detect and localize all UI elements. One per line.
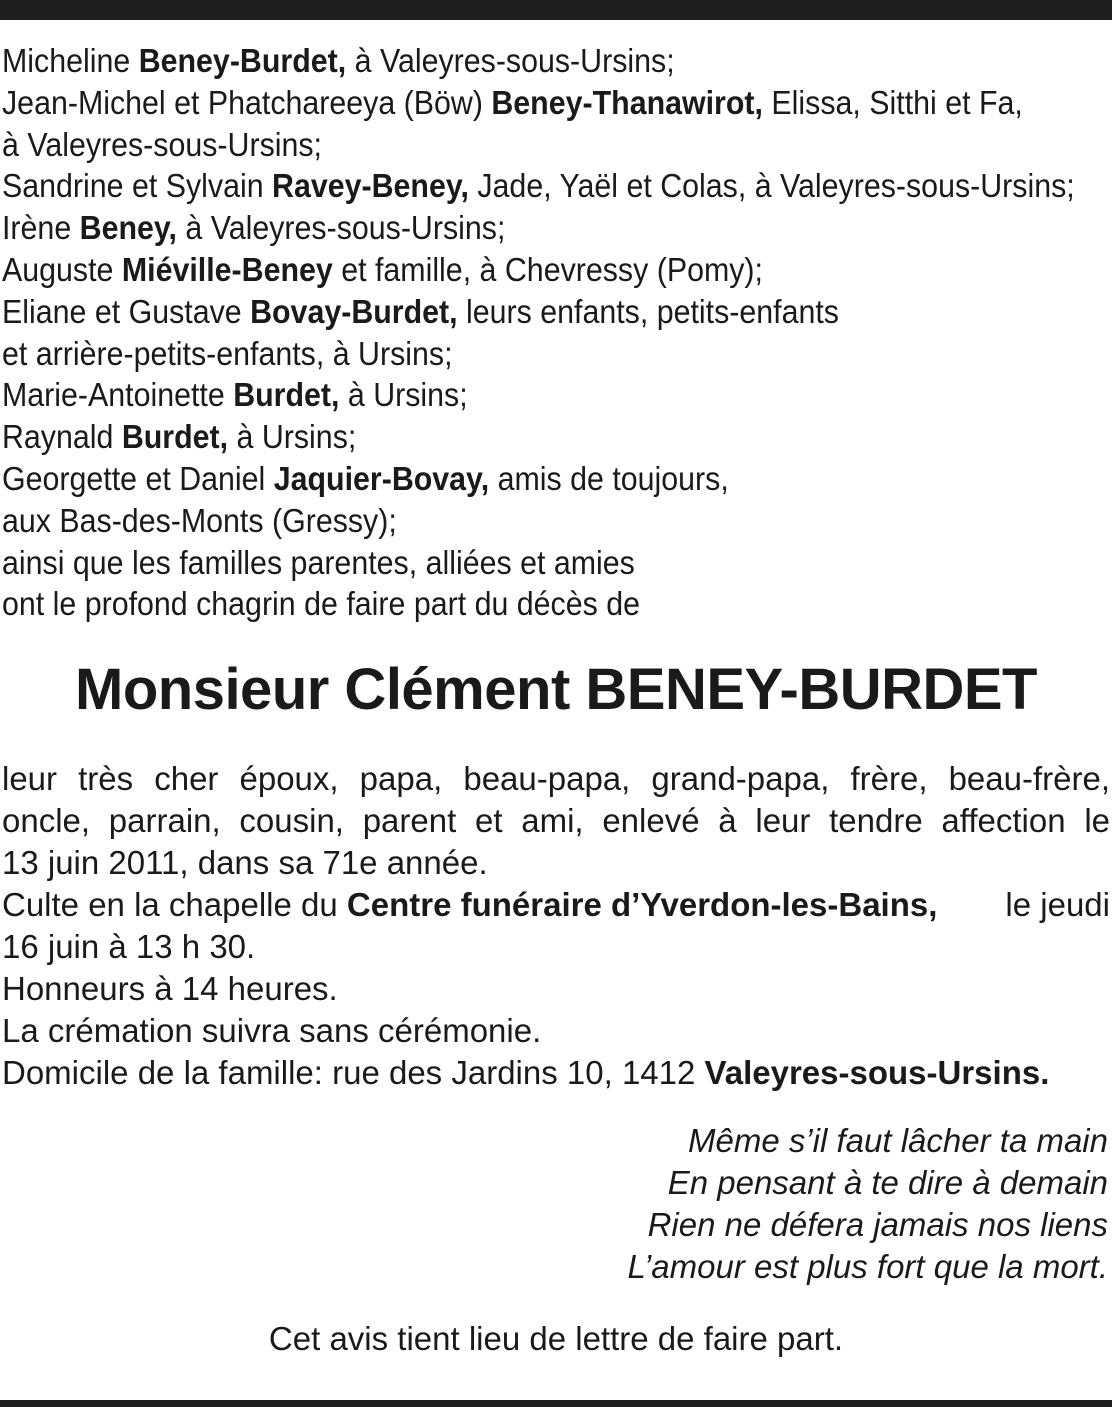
bottom-rule [0, 1400, 1112, 1407]
family-name: Burdet, [121, 418, 229, 456]
text: Eliane et Gustave [2, 292, 251, 330]
text: à Valeyres-sous-Ursins; [176, 209, 506, 247]
family-name: Jaquier-Bovay, [273, 459, 490, 497]
text: Domicile de la famille: rue des Jardins 10, 1412 [2, 1054, 705, 1091]
deceased-name-title: Monsieur Clément BENEY-BURDET [75, 657, 1037, 722]
family-name: Miéville-Beney [121, 250, 333, 288]
poem-line: Même s’il faut lâcher ta main [688, 1122, 1108, 1159]
family-name: Burdet, [233, 376, 340, 414]
family-line [2, 40, 1106, 82]
top-rule [0, 0, 1112, 20]
family-line [2, 291, 1106, 333]
family-line: et arrière-petits-enfants, à Ursins; [2, 334, 453, 372]
text: le jeudi [996, 886, 1110, 923]
family-line [2, 416, 1106, 458]
family-line [2, 82, 1106, 124]
body-line: La crémation suivra sans cérémonie. [2, 1012, 542, 1049]
poem [408, 1120, 1108, 1288]
closing-note: Cet avis tient lieu de lettre de faire part. [268, 1320, 844, 1357]
family-name: Beney, [79, 209, 177, 247]
text: amis de toujours, [489, 459, 729, 497]
text: Jean-Michel et Phatchareeya (Böw) [2, 83, 492, 121]
service-line [2, 884, 1110, 926]
address-line [2, 1052, 1110, 1094]
text: à Ursins; [339, 376, 468, 414]
family-line: à Valeyres-sous-Ursins; [2, 125, 323, 163]
text: Irène [2, 209, 80, 247]
family-line: ainsi que les familles parentes, alliées et amies [2, 543, 635, 581]
family-line: aux Bas-des-Monts (Gressy); [2, 501, 397, 539]
text: Marie-Antoinette [2, 376, 234, 414]
text: Georgette et Daniel [2, 459, 274, 497]
family-list [2, 40, 1106, 625]
text: leurs enfants, petits-enfants [457, 292, 839, 330]
body-line: 13 juin 2011, dans sa 71e année. [2, 844, 488, 881]
text: Auguste [2, 250, 122, 288]
venue-name: Centre funéraire d’Yverdon-les-Bains, [346, 886, 938, 923]
family-name: Bovay-Burdet, [250, 292, 458, 330]
family-line [2, 165, 1106, 207]
family-line [2, 458, 1106, 500]
text: et famille, à Chevressy (Pomy); [332, 250, 763, 288]
body-line: 16 juin à 13 h 30. [2, 928, 256, 965]
poem-line: Rien ne défera jamais nos liens [647, 1206, 1108, 1243]
body-line: Honneurs à 14 heures. [2, 970, 338, 1007]
text: Raynald [2, 418, 122, 456]
family-line [2, 207, 1106, 249]
family-name: Ravey-Beney, [272, 167, 469, 205]
body-line: oncle, parrain, cousin, parent et ami, enlevé à leur tendre affection le [2, 802, 1110, 839]
poem-line: L’amour est plus fort que la mort. [627, 1248, 1108, 1285]
body-line: leur très cher époux, papa, beau-papa, grand-papa, frère, beau-frère, [2, 760, 1110, 797]
family-name: Beney-Burdet, [138, 42, 347, 79]
family-name: Beney-Thanawirot, [491, 83, 763, 121]
text: Sandrine et Sylvain [2, 167, 273, 205]
family-line [2, 374, 1106, 416]
text: Culte en la chapelle du [2, 886, 347, 923]
announcement-body [2, 758, 1110, 1094]
family-line: ont le profond chagrin de faire part du décès de [2, 585, 640, 623]
text: Micheline [2, 42, 139, 79]
text: à Valeyres-sous-Ursins; [346, 42, 675, 79]
poem-line: En pensant à te dire à demain [667, 1164, 1108, 1201]
text: Elissa, Sitthi et Fa, [762, 83, 1023, 121]
text: à Ursins; [228, 418, 357, 456]
text: Jade, Yaël et Colas, à Valeyres-sous-Ursins; [468, 167, 1075, 205]
family-line [2, 249, 1106, 291]
town-name: Valeyres-sous-Ursins. [704, 1054, 1050, 1091]
